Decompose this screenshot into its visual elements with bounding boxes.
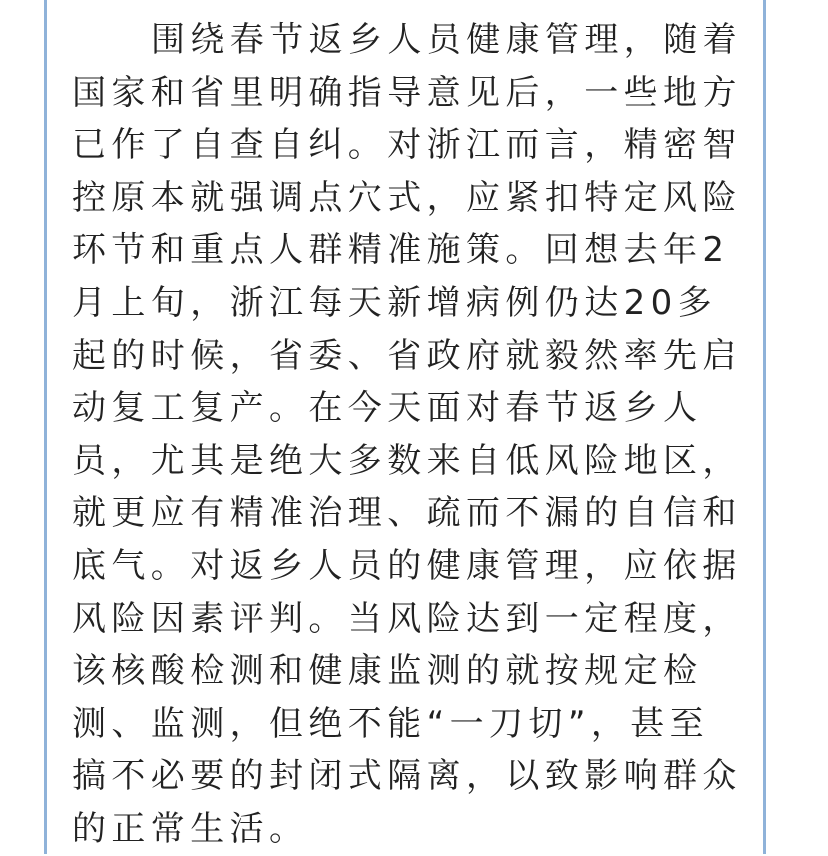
article-paragraph: 围绕春节返乡人员健康管理，随着国家和省里明确指导意见后，一些地方已作了自查自纠。对浙江而言，精密智控原本就强调点穴式，应紧扣特定风险环节和重点人群精准施策。回想去年2月上旬，浙江每天新增病例仍达20多起的时候，省委、省政府就毅然率先启动复工复产。在今天面对春节返乡人员，尤其是绝大多数来自低风险地区，就更应有精准治理、疏而不漏的自信和底气。对返乡人员的健康管理，应依据风险因素评判。当风险达到一定程度，该核酸检测和健康监测的就按规定检测、监测，但绝不能“一刀切”，甚至搞不必要的封闭式隔离，以致影响群众的正常生活。 [72,20,742,849]
